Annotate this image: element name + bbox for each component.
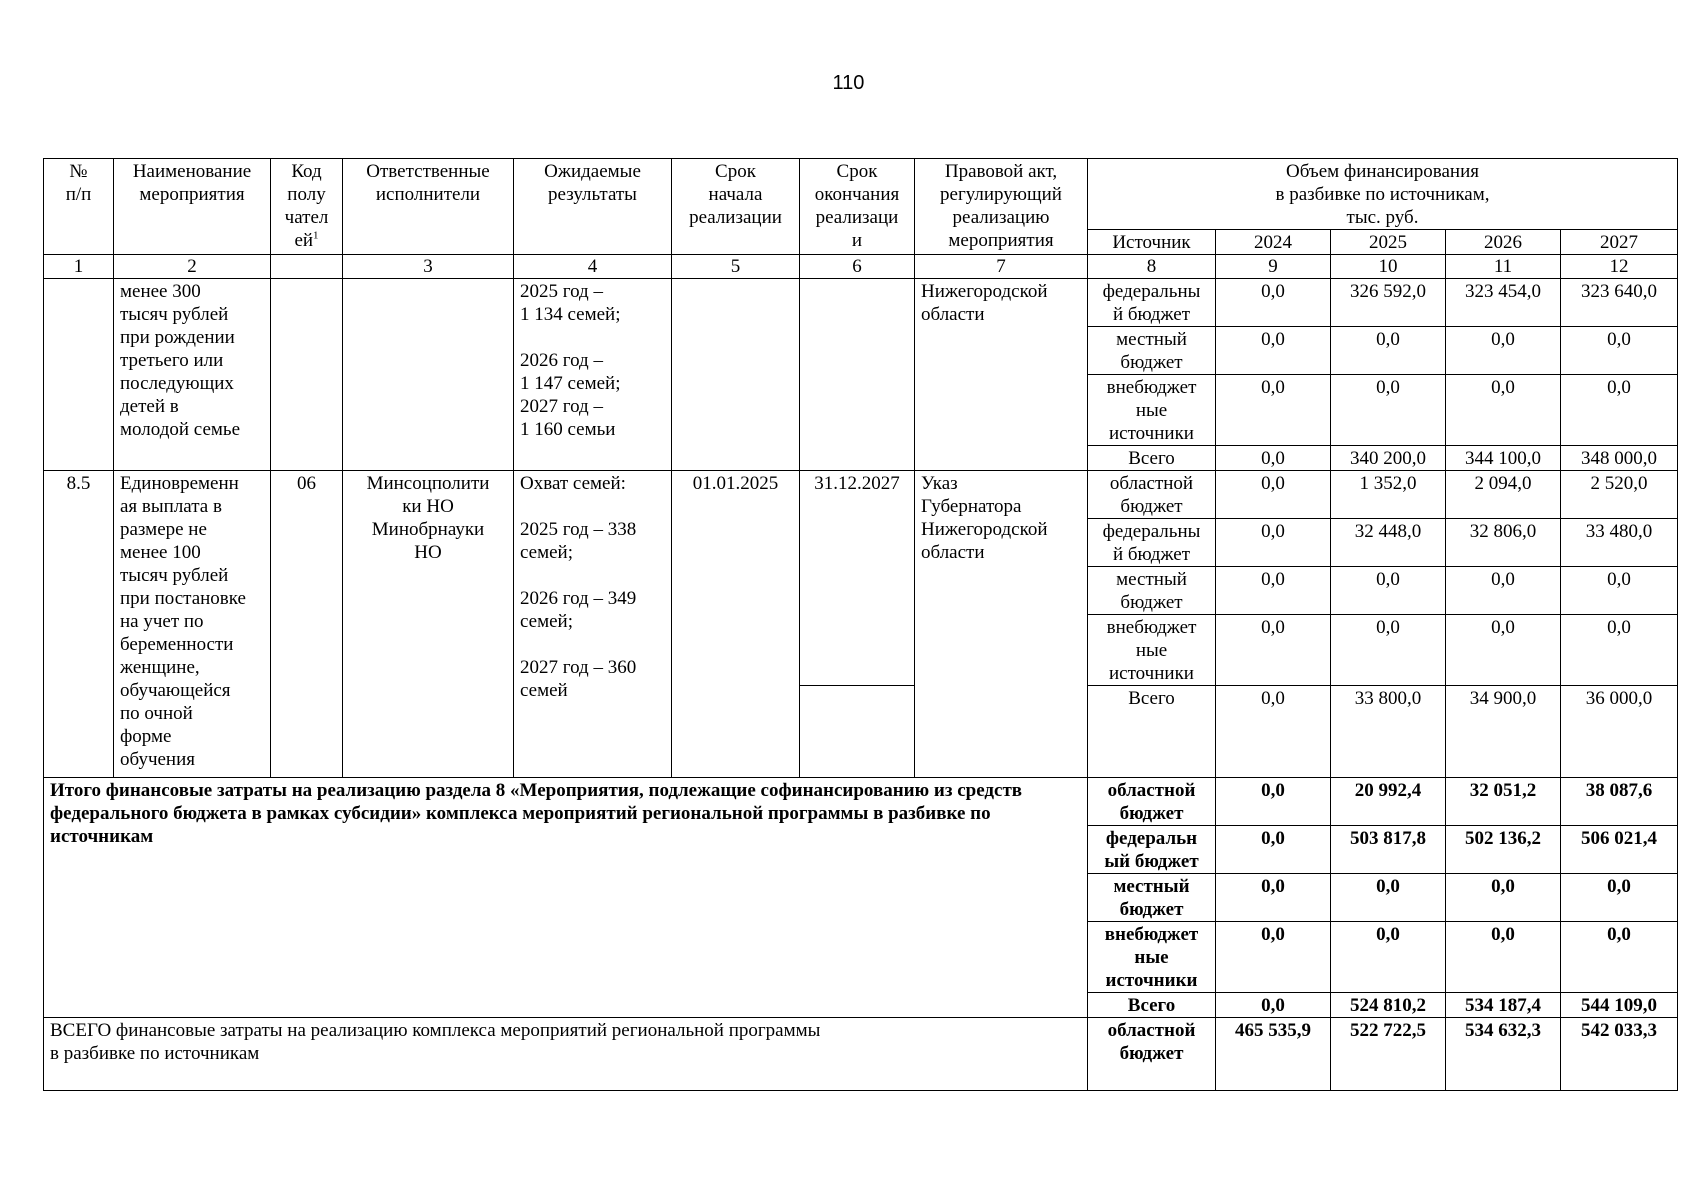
funding-value: 0,0 — [1216, 327, 1331, 375]
funding-value: 38 087,6 — [1561, 778, 1678, 826]
column-number: 6 — [800, 255, 915, 279]
cell-empty — [343, 279, 514, 471]
header-legal-act: Правовой акт, регулирующий реализацию мероприятия — [915, 159, 1088, 255]
funding-value: 544 109,0 — [1561, 993, 1678, 1018]
column-number: 7 — [915, 255, 1088, 279]
funding-source: областной бюджет — [1088, 778, 1216, 826]
funding-value: 0,0 — [1216, 519, 1331, 567]
funding-source: внебюджет ные источники — [1088, 615, 1216, 686]
funding-source: местный бюджет — [1088, 567, 1216, 615]
funding-value: 0,0 — [1331, 874, 1446, 922]
header-executors: Ответственные исполнители — [343, 159, 514, 255]
funding-source: местный бюджет — [1088, 327, 1216, 375]
funding-source: областной бюджет — [1088, 1018, 1216, 1091]
funding-value: 0,0 — [1561, 375, 1678, 446]
expected-results: 2025 год – 1 134 семей; 2026 год – 1 147 семей; 2027 год – 1 160 семьи — [514, 279, 672, 471]
funding-value: 32 051,2 — [1446, 778, 1561, 826]
table-row — [44, 778, 1678, 826]
funding-source: федеральн ый бюджет — [1088, 826, 1216, 874]
funding-value: 524 810,2 — [1331, 993, 1446, 1018]
column-number: 12 — [1561, 255, 1678, 279]
funding-value: 0,0 — [1331, 567, 1446, 615]
funding-value: 326 592,0 — [1331, 279, 1446, 327]
funding-value: 34 900,0 — [1446, 686, 1561, 778]
funding-value: 20 992,4 — [1331, 778, 1446, 826]
funding-value: 0,0 — [1561, 327, 1678, 375]
funding-value: 0,0 — [1561, 567, 1678, 615]
funding-value: 0,0 — [1446, 874, 1561, 922]
funding-value: 0,0 — [1216, 567, 1331, 615]
column-number: 11 — [1446, 255, 1561, 279]
funding-value: 0,0 — [1216, 826, 1331, 874]
financing-table — [43, 158, 1678, 1091]
funding-value: 32 448,0 — [1331, 519, 1446, 567]
header-results: Ожидаемые результаты — [514, 159, 672, 255]
column-number: 5 — [672, 255, 800, 279]
column-number-empty — [271, 255, 343, 279]
funding-value: 36 000,0 — [1561, 686, 1678, 778]
funding-value: 503 817,8 — [1331, 826, 1446, 874]
funding-source: Всего — [1088, 686, 1216, 778]
funding-value: 0,0 — [1216, 279, 1331, 327]
funding-source: федеральны й бюджет — [1088, 279, 1216, 327]
funding-value: 0,0 — [1446, 375, 1561, 446]
legal-act: Нижегородской области — [915, 279, 1088, 471]
cell-empty — [800, 279, 915, 471]
funding-value: 0,0 — [1331, 327, 1446, 375]
funding-value: 2 520,0 — [1561, 471, 1678, 519]
funding-value: 32 806,0 — [1446, 519, 1561, 567]
column-number: 8 — [1088, 255, 1216, 279]
table-row — [44, 279, 1678, 327]
funding-value: 0,0 — [1331, 375, 1446, 446]
header-year: 2026 — [1446, 230, 1561, 255]
executors: Минсоцполити ки НО Минобрнауки НО — [343, 471, 514, 778]
table-row — [44, 1018, 1678, 1091]
funding-value: 0,0 — [1216, 874, 1331, 922]
funding-value: 0,0 — [1561, 615, 1678, 686]
header-start-date: Срок начала реализации — [672, 159, 800, 255]
funding-value: 0,0 — [1331, 615, 1446, 686]
page-number: 110 — [832, 72, 865, 94]
funding-value: 522 722,5 — [1331, 1018, 1446, 1091]
funding-source: Всего — [1088, 993, 1216, 1018]
funding-value: 0,0 — [1216, 471, 1331, 519]
funding-value: 0,0 — [1216, 993, 1331, 1018]
funding-source: областной бюджет — [1088, 471, 1216, 519]
funding-value: 323 640,0 — [1561, 279, 1678, 327]
funding-value: 502 136,2 — [1446, 826, 1561, 874]
funding-value: 344 100,0 — [1446, 446, 1561, 471]
header-year: 2024 — [1216, 230, 1331, 255]
column-number: 2 — [114, 255, 271, 279]
funding-source: внебюджет ные источники — [1088, 375, 1216, 446]
grand-total-label: ВСЕГО финансовые затраты на реализацию комплекса мероприятий региональной программы в разбивке по источникам — [44, 1018, 1088, 1091]
funding-value: 534 632,3 — [1446, 1018, 1561, 1091]
column-number: 4 — [514, 255, 672, 279]
funding-value: 0,0 — [1561, 922, 1678, 993]
funding-value: 0,0 — [1446, 567, 1561, 615]
header-source: Источник — [1088, 230, 1216, 255]
funding-value: 2 094,0 — [1446, 471, 1561, 519]
funding-source: федеральны й бюджет — [1088, 519, 1216, 567]
cell-empty — [44, 279, 114, 471]
header-recipient-code: Код полу чател $ей^1$ — [271, 159, 343, 255]
funding-value: 0,0 — [1561, 874, 1678, 922]
funding-value: 465 535,9 — [1216, 1018, 1331, 1091]
funding-value: 0,0 — [1216, 375, 1331, 446]
cell-empty — [672, 279, 800, 471]
header-year: 2025 — [1331, 230, 1446, 255]
header-activity-name: Наименование мероприятия — [114, 159, 271, 255]
row-number: 8.5 — [44, 471, 114, 778]
funding-value: 348 000,0 — [1561, 446, 1678, 471]
recipient-code: 06 — [271, 471, 343, 778]
funding-value: 534 187,4 — [1446, 993, 1561, 1018]
column-number: 3 — [343, 255, 514, 279]
funding-value: 0,0 — [1446, 327, 1561, 375]
funding-value: 33 800,0 — [1331, 686, 1446, 778]
activity-name: менее 300 тысяч рублей при рождении третьего или последующих детей в молодой семье — [114, 279, 271, 471]
column-number: 1 — [44, 255, 114, 279]
funding-value: 340 200,0 — [1331, 446, 1446, 471]
expected-results: Охват семей: 2025 год – 338 семей; 2026 год – 349 семей; 2027 год – 360 семей — [514, 471, 672, 778]
legal-act: Указ Губернатора Нижегородской области — [915, 471, 1088, 778]
header-end-date: Срок окончания реализаци и — [800, 159, 915, 255]
funding-value: 0,0 — [1216, 615, 1331, 686]
start-date: 01.01.2025 — [672, 471, 800, 778]
column-number: 10 — [1331, 255, 1446, 279]
activity-name: Единовременн ая выплата в размере не менее 100 тысяч рублей при постановке на учет по беременности женщине, обучающейся по очной форме обучения — [114, 471, 271, 778]
end-date: 31.12.2027 — [800, 471, 915, 686]
header-number: № п/п — [44, 159, 114, 255]
funding-value: 0,0 — [1331, 922, 1446, 993]
funding-value: 0,0 — [1216, 922, 1331, 993]
table-row — [44, 471, 1678, 519]
funding-value: 0,0 — [1216, 446, 1331, 471]
funding-value: 506 021,4 — [1561, 826, 1678, 874]
funding-value: 0,0 — [1446, 922, 1561, 993]
funding-value: 33 480,0 — [1561, 519, 1678, 567]
funding-source: Всего — [1088, 446, 1216, 471]
funding-value: 0,0 — [1446, 615, 1561, 686]
cell-empty — [271, 279, 343, 471]
header-funding: Объем финансирования в разбивке по источникам, тыс. руб. — [1088, 159, 1678, 230]
funding-value: 323 454,0 — [1446, 279, 1561, 327]
funding-value: 1 352,0 — [1331, 471, 1446, 519]
cell-empty — [800, 686, 915, 778]
header-year: 2027 — [1561, 230, 1678, 255]
funding-source: внебюджет ные источники — [1088, 922, 1216, 993]
funding-source: местный бюджет — [1088, 874, 1216, 922]
funding-value: 0,0 — [1216, 686, 1331, 778]
section-total-label: Итого финансовые затраты на реализацию раздела 8 «Мероприятия, подлежащие софинансированию из средств федерального бюджета в рамках субсидии» комплекса мероприятий региональной программы в разбивке по источникам — [44, 778, 1088, 1018]
column-number: 9 — [1216, 255, 1331, 279]
funding-value: 0,0 — [1216, 778, 1331, 826]
funding-value: 542 033,3 — [1561, 1018, 1678, 1091]
